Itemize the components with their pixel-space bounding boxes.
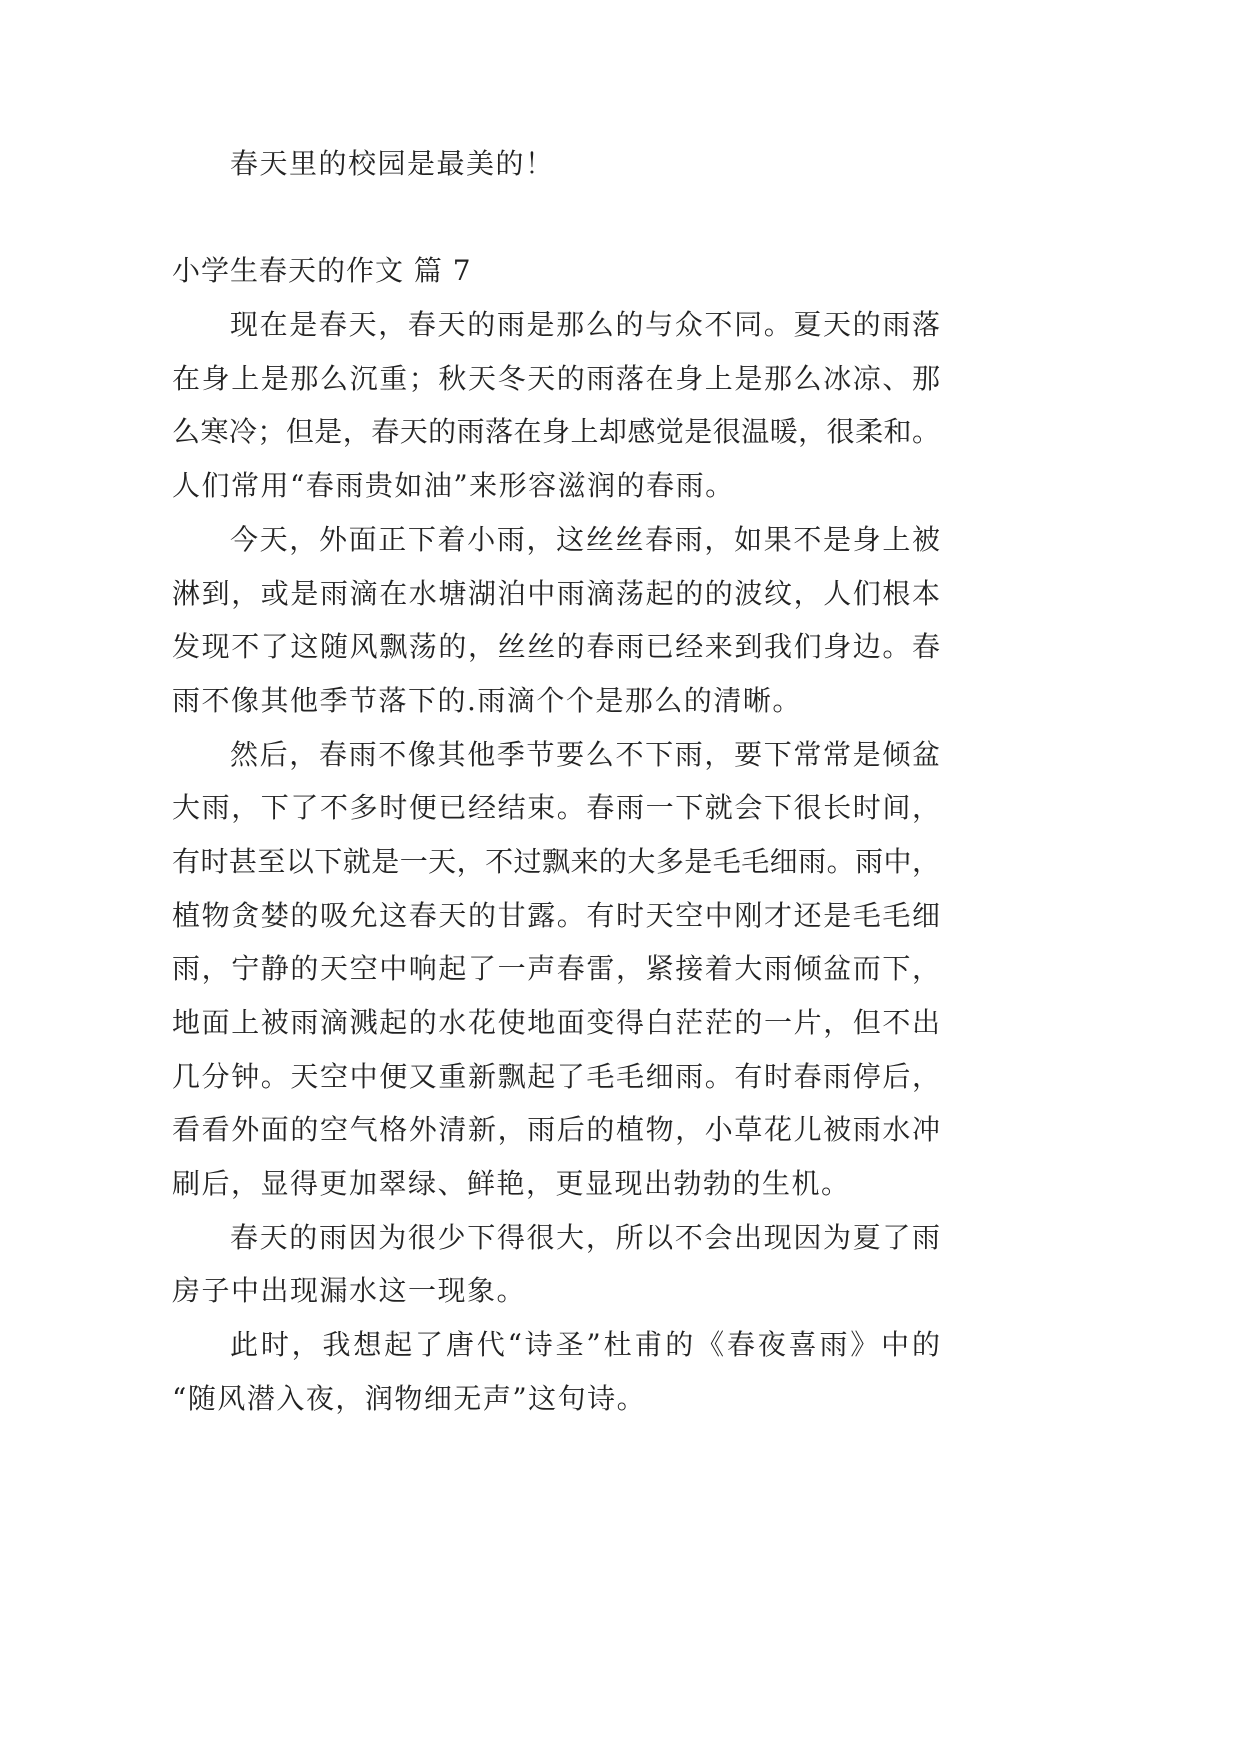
paragraph-line: 植物贪婪的吸允这春天的甘露。有时天空中刚才还是毛毛细 [172, 898, 940, 932]
paragraph-line: 春天里的校园是最美的！ [230, 147, 555, 180]
paragraph-line: 淋到，或是雨滴在水塘湖泊中雨滴荡起的的波纹，人们根本 [172, 576, 940, 610]
paragraph-1 [172, 298, 940, 513]
paragraph-line: 然后，春雨不像其他季节要么不下雨，要下常常是倾盆 [230, 737, 940, 771]
paragraph-2 [172, 513, 940, 728]
paragraph-line: 在身上是那么沉重；秋天冬天的雨落在身上是那么冰凉、那 [172, 361, 940, 395]
paragraph-5 [172, 1318, 940, 1425]
paragraph-3 [172, 728, 940, 1211]
paragraph-line: 房子中出现漏水这一现象。 [172, 1274, 527, 1308]
paragraph-line: 刷后，显得更加翠绿、鲜艳，更显现出勃勃的生机。 [172, 1167, 851, 1201]
paragraph-line: 雨，宁静的天空中响起了一声春雷，紧接着大雨倾盆而下， [172, 952, 940, 986]
paragraph-line: 发现不了这随风飘荡的，丝丝的春雨已经来到我们身边。春 [172, 630, 940, 664]
paragraph-line: 现在是春天，春天的雨是那么的与众不同。夏天的雨落 [230, 308, 940, 342]
paragraph-line: 有时甚至以下就是一天，不过飘来的大多是毛毛细雨。雨中， [172, 844, 940, 878]
paragraph-line: 看看外面的空气格外清新，雨后的植物，小草花儿被雨水冲 [172, 1113, 940, 1147]
paragraph-previous [172, 137, 940, 191]
section-title: 小学生春天的作文 篇 7 [172, 254, 472, 288]
paragraph-line: “随风潜入夜，润物细无声”这句诗。 [172, 1381, 647, 1415]
paragraph-line: 今天，外面正下着小雨，这丝丝春雨，如果不是身上被 [230, 522, 940, 556]
paragraph-4 [172, 1211, 940, 1318]
paragraph-line: 春天的雨因为很少下得很大，所以不会出现因为夏了雨 [230, 1220, 940, 1254]
paragraph-line: 此时，我想起了唐代“诗圣”杜甫的《春夜喜雨》中的 [230, 1328, 940, 1362]
paragraph-line: 雨不像其他季节落下的.雨滴个个是那么的清晰。 [172, 683, 802, 717]
document-body [172, 137, 940, 1426]
paragraph-line: 地面上被雨滴溅起的水花使地面变得白茫茫的一片，但不出 [172, 1006, 940, 1039]
paragraph-line: 么寒冷；但是，春天的雨落在身上却感觉是很温暖，很柔和。 [172, 415, 940, 449]
paragraph-line: 大雨，下了不多时便已经结束。春雨一下就会下很长时间， [172, 791, 940, 825]
paragraph-line: 人们常用“春雨贵如油”来形容滋润的春雨。 [172, 469, 735, 503]
paragraph-line: 几分钟。天空中便又重新飘起了毛毛细雨。有时春雨停后， [172, 1059, 940, 1093]
